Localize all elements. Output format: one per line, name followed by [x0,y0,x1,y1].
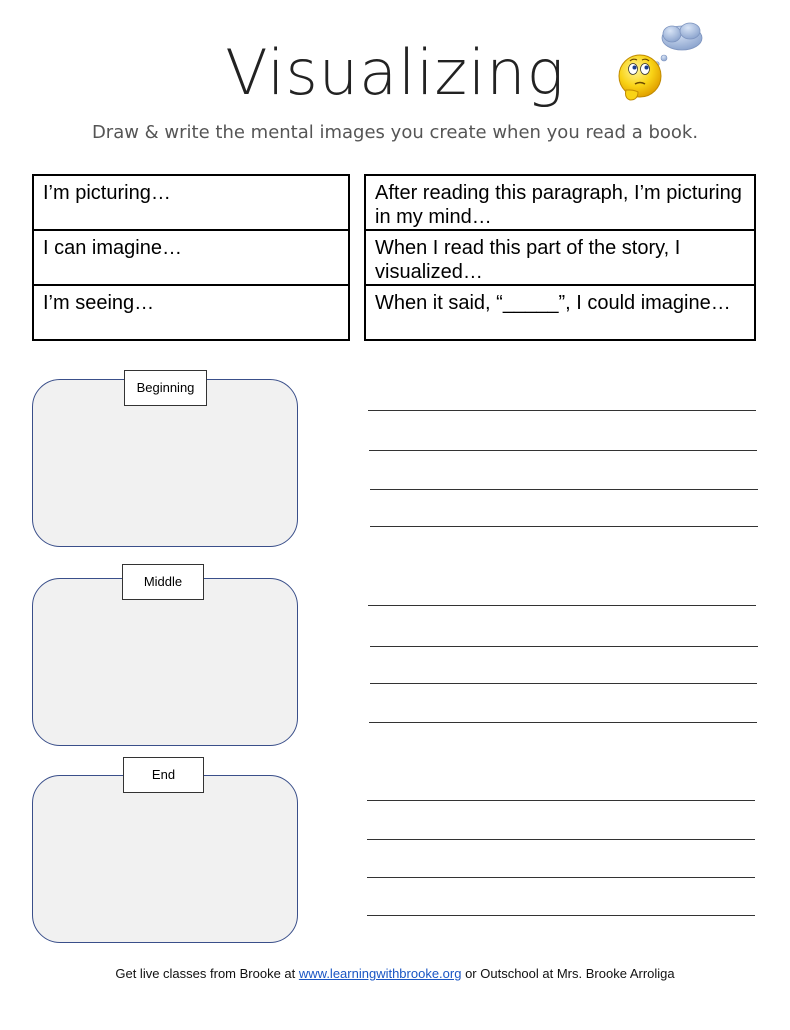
writing-line[interactable] [369,722,757,723]
footer [0,966,790,981]
website-link[interactable]: www.learningwithbrooke.org [298,966,462,981]
sentence-stems-left [32,174,350,341]
stem-cell: I’m picturing… [33,175,349,230]
writing-line[interactable] [367,800,755,801]
footer-prefix: Get live classes from Brooke at [115,966,299,981]
writing-line[interactable] [368,605,756,606]
stem-cell: I can imagine… [33,230,349,285]
writing-line[interactable] [370,489,758,490]
stem-cell: When it said, “_____”, I could imagine… [365,285,755,340]
sentence-stems-right [364,174,756,341]
writing-line[interactable] [367,915,755,916]
page-subtitle: Draw & write the mental images you create when you read a book. [91,122,699,143]
writing-line[interactable] [369,450,757,451]
writing-line[interactable] [367,877,755,878]
drawing-frame-middle[interactable] [32,578,298,746]
frame-label-middle: Middle [122,564,204,600]
stem-cell: I’m seeing… [33,285,349,340]
footer-suffix: or Outschool at Mrs. Brooke Arroliga [461,966,675,981]
drawing-frame-end[interactable] [32,775,298,943]
stem-cell: When I read this part of the story, I visualized… [365,230,755,285]
writing-line[interactable] [368,410,756,411]
frame-label-beginning: Beginning [124,370,207,406]
writing-line[interactable] [370,526,758,527]
thinking-emoji-icon [612,20,712,110]
writing-line[interactable] [367,839,755,840]
frame-label-end: End [123,757,204,793]
writing-line[interactable] [370,683,757,684]
writing-line[interactable] [370,646,758,647]
page-title: Visualizing [225,36,565,109]
stem-cell: After reading this paragraph, I’m picturing in my mind… [365,175,755,230]
